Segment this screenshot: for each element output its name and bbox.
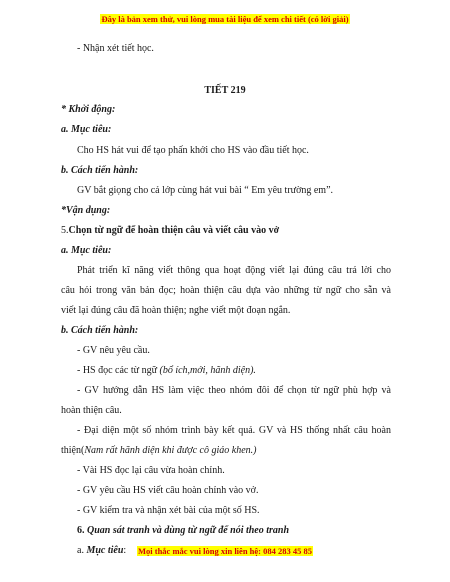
text-line: - Vài HS đọc lại câu vừa hoàn chỉnh. — [77, 465, 225, 476]
activity-heading: 5.Chọn từ ngữ để hoàn thiện câu và viết câu vào vở — [61, 225, 280, 236]
paragraph-line: Phát triển kĩ năng viết thông qua hoạt động viết lại đúng câu trả lời cho — [77, 265, 391, 276]
section-heading: * Khởi động: — [61, 104, 116, 115]
subsection-heading: b. Cách tiến hành: — [61, 165, 139, 176]
paragraph-line: viết lại đúng câu đã hoàn thiện; nghe viết một đoạn ngắn. — [61, 305, 291, 316]
contact-banner — [0, 546, 450, 556]
subsection-heading: a. Mục tiêu: — [61, 124, 112, 135]
text-line: Cho HS hát vui để tạo phấn khởi cho HS vào đầu tiết học. — [77, 145, 309, 156]
subsection-heading: a. Mục tiêu: — [61, 245, 112, 256]
lesson-heading: TIẾT 219 — [204, 85, 246, 96]
text-line: - GV nêu yêu cầu. — [77, 345, 150, 356]
section-heading: *Vận dụng: — [61, 205, 111, 216]
contact-text: Mọi thắc mắc vui lòng xin liên hệ: 084 283 45 85 — [137, 546, 312, 556]
paragraph-line: - Đại diện một số nhóm trình bày kết quả. GV và HS thống nhất câu hoàn — [77, 425, 391, 436]
text-line: - GV kiểm tra và nhận xét bài của một số HS. — [77, 505, 260, 516]
text-line: - HS đọc các từ ngữ (bổ ích,mới, hãnh diện). — [77, 365, 256, 376]
activity-heading: 6. Quan sát tranh và dùng từ ngữ để nói theo tranh — [77, 525, 290, 536]
subsection-heading: a. Mục tiêu: — [77, 545, 127, 556]
text-line: - GV yêu cầu HS viết câu hoàn chỉnh vào vở. — [77, 485, 259, 496]
preview-notice-banner — [0, 14, 450, 24]
subsection-heading: b. Cách tiến hành: — [61, 325, 139, 336]
paragraph-line: thiện(Nam rất hãnh diện khi được cô giáo khen.) — [61, 445, 257, 456]
paragraph-line: - GV hướng dẫn HS làm việc theo nhóm đôi để chọn từ ngữ phù hợp và — [77, 385, 391, 396]
text-line: - Nhận xét tiết học. — [77, 43, 154, 54]
paragraph-line: hoàn thiện câu. — [61, 405, 122, 416]
text-line: GV bắt giọng cho cả lớp cùng hát vui bài “ Em yêu trường em”. — [77, 185, 334, 196]
paragraph-line: câu hỏi trong văn bản đọc; hoàn thiện câu dựa vào những từ ngữ cho sẵn và — [61, 285, 391, 296]
preview-notice-text: Đây là bản xem thử, vui lòng mua tài liệu để xem chi tiết (có lời giải) — [101, 14, 349, 24]
